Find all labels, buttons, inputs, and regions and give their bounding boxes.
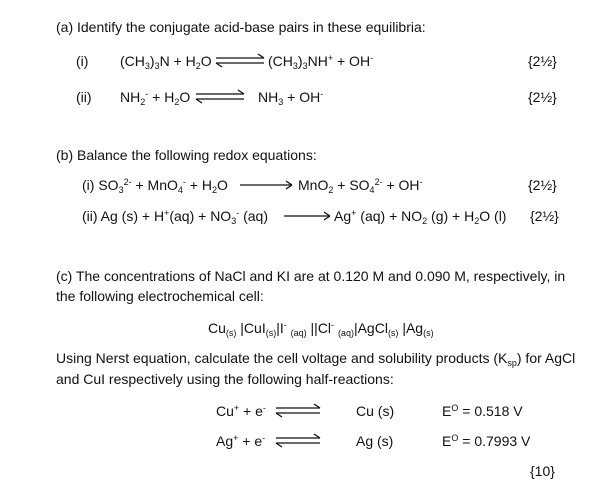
- equilibrium-arrow-icon: [194, 89, 246, 105]
- part-c-marks: {10}: [530, 463, 555, 479]
- half-reaction-2-rhs: Ag (s): [356, 433, 394, 449]
- eq-a2-lhs: $NH_2^- + H_2O$: [120, 89, 191, 107]
- part-b-heading: (b) Balance the following redox equations:: [56, 147, 317, 163]
- eq-a1-lhs: $(CH_3)_3N + H_2O$: [120, 53, 212, 71]
- eq-a1-rhs: $(CH_3)_3NH^+ + OH^-$: [268, 53, 374, 71]
- eq-b1-lhs: (i) $SO_3^{2-} + MnO_4^- + H_2O$: [82, 177, 228, 195]
- part-c-intro-line1: (c) The concentrations of NaCl and KI are at 0.120 M and 0.090 M, respectively, in: [56, 268, 566, 284]
- equilibrium-arrow-icon: [274, 433, 322, 449]
- eq-a2-marks: {2½}: [528, 89, 557, 105]
- cell-notation: $Cu_{(s)}$ |CuI$_{(s)}$|I- $_{(aq)}$ ||Cl- $_{(aq)}$|AgCl$_{(s)}$ $|Ag_{(s)}$: [208, 320, 434, 338]
- eq-b2-rhs: Ag+ $(aq) + NO_2$ $(g) + H_2O$ (l): [334, 208, 507, 226]
- half-reaction-1-rhs: Cu (s): [356, 403, 395, 419]
- eq-b2-marks: {2½}: [530, 208, 559, 224]
- equilibrium-arrow-icon: [214, 53, 266, 69]
- part-c-task-line1: Using Nerst equation, calculate the cell voltage and solubility products $(K_{sp})$ for AgCl: [56, 350, 576, 368]
- half-reaction-2-lhs: Ag+ + e-: [216, 433, 266, 449]
- part-c-intro-line2: the following electrochemical cell:: [56, 288, 264, 304]
- right-arrow-icon: [238, 177, 294, 193]
- part-a-heading: (a) Identify the conjugate acid-base pairs in these equilibria:: [56, 19, 426, 35]
- half-reaction-1-potential: $E^O = 0.518$ V: [442, 403, 523, 419]
- equilibrium-arrow-icon: [274, 403, 322, 419]
- eq-a2-rhs: $NH_3 + OH^-$: [258, 89, 324, 107]
- part-c-task-line2: and CuI respectively using the following half-reactions:: [56, 371, 394, 387]
- eq-b2-lhs: (ii) Ag $(s) + H^+(aq) + NO_3^-$ (aq): [82, 208, 269, 226]
- half-reaction-2-potential: $E^O = 0.7993$ V: [442, 433, 531, 449]
- eq-b1-rhs: $MnO_2 + SO_4^{2-} + OH^-$: [298, 177, 423, 195]
- eq-a1-label: (i): [76, 53, 89, 69]
- half-reaction-1-lhs: Cu+ + e-: [216, 403, 266, 419]
- eq-a2-label: (ii): [76, 89, 92, 105]
- eq-a1-marks: {2½}: [528, 53, 557, 69]
- eq-b1-marks: {2½}: [528, 177, 557, 193]
- right-arrow-icon: [282, 208, 332, 224]
